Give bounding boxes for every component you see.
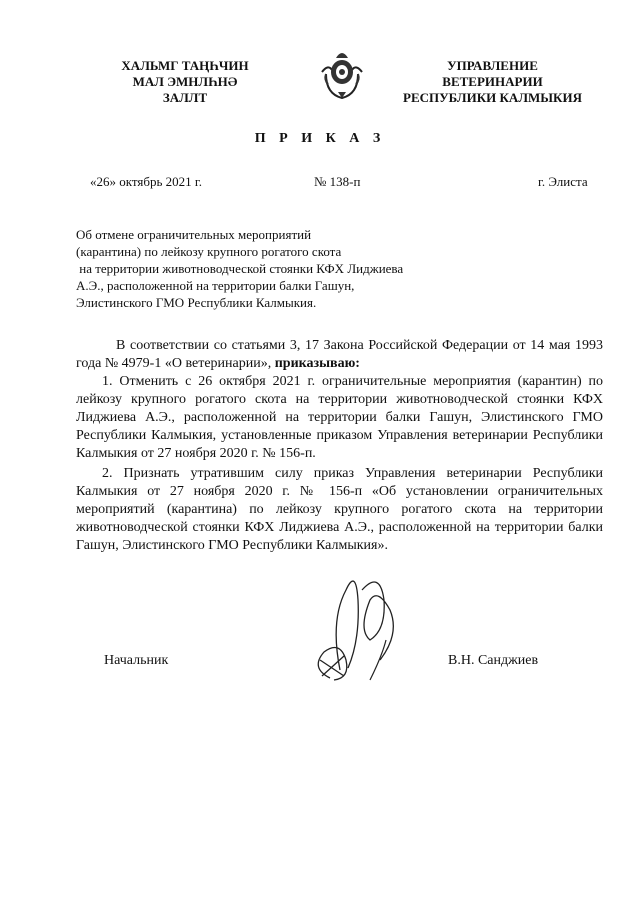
kalmykia-emblem-icon — [318, 44, 366, 100]
subject-line: на территории животноводческой стоянки КФХ Лиджиева — [76, 261, 404, 276]
header-left — [100, 58, 270, 106]
header-left-line: МАЛ ЭМНЛҺНӘ — [132, 74, 238, 89]
header-left-line: ЗАЛЛТ — [162, 90, 208, 105]
body-item-2: 2. Признать утратившим силу приказ Управления ветеринарии Республики Калмыкия от 27 ноября 2020 г. № 156-п «Об установлении ограничительных мероприятий (карантина) по лейкозу крупного рогатого скота на территории животноводческой стоянки КФХ Лиджиева А.Э., расположенной на территории балки Гашун, Элистинского ГМО Республики Калмыкия». — [76, 466, 603, 553]
intro-command: приказываю: — [274, 356, 360, 371]
handwritten-signature — [300, 560, 420, 690]
order-body — [76, 337, 603, 555]
header-right-line: УПРАВЛЕНИЕ — [447, 58, 538, 73]
intro-text: В соответствии со статьями 3, 17 Закона Российской Федерации от 14 мая 1993 года № 4979-1 «О ветеринарии», — [76, 338, 603, 371]
subject-line: Элистинского ГМО Республики Калмыкия. — [76, 295, 317, 310]
subject-line: А.Э., расположенной на территории балки Гашун, — [76, 278, 355, 293]
header-left-line: ХАЛЬМГ ТАҢҺЧИН — [121, 58, 249, 73]
signatory-name: В.Н. Санджиев — [448, 653, 539, 668]
order-city: г. Элиста — [538, 174, 588, 189]
header-right-line: РЕСПУБЛИКИ КАЛМЫКИЯ — [403, 90, 582, 105]
subject-line: Об отмене ограничительных мероприятий — [76, 227, 312, 242]
body-item-1: 1. Отменить с 26 октября 2021 г. ограничительные мероприятия (карантин) по лейкозу крупного рогатого скота на территории животноводческой стоянки КФХ Лиджиева А.Э., расположенной на территории балки Гашун, Элистинского ГМО Республики Калмыкия, установленные приказом Управления ветеринарии Республики Калмыкия от 27 ноября 2020 г. № 156-п. — [76, 374, 603, 461]
subject-line: (карантина) по лейкозу крупного рогатого скота — [76, 244, 342, 259]
header-right — [395, 58, 590, 106]
order-title: П Р И К А З — [254, 131, 386, 146]
order-subject — [76, 226, 476, 311]
order-date: «26» октябрь 2021 г. — [90, 174, 203, 189]
signatory-title: Начальник — [104, 653, 169, 668]
body-intro — [76, 337, 603, 373]
header-right-line: ВЕТЕРИНАРИИ — [442, 74, 543, 89]
order-number: № 138-п — [314, 174, 361, 189]
